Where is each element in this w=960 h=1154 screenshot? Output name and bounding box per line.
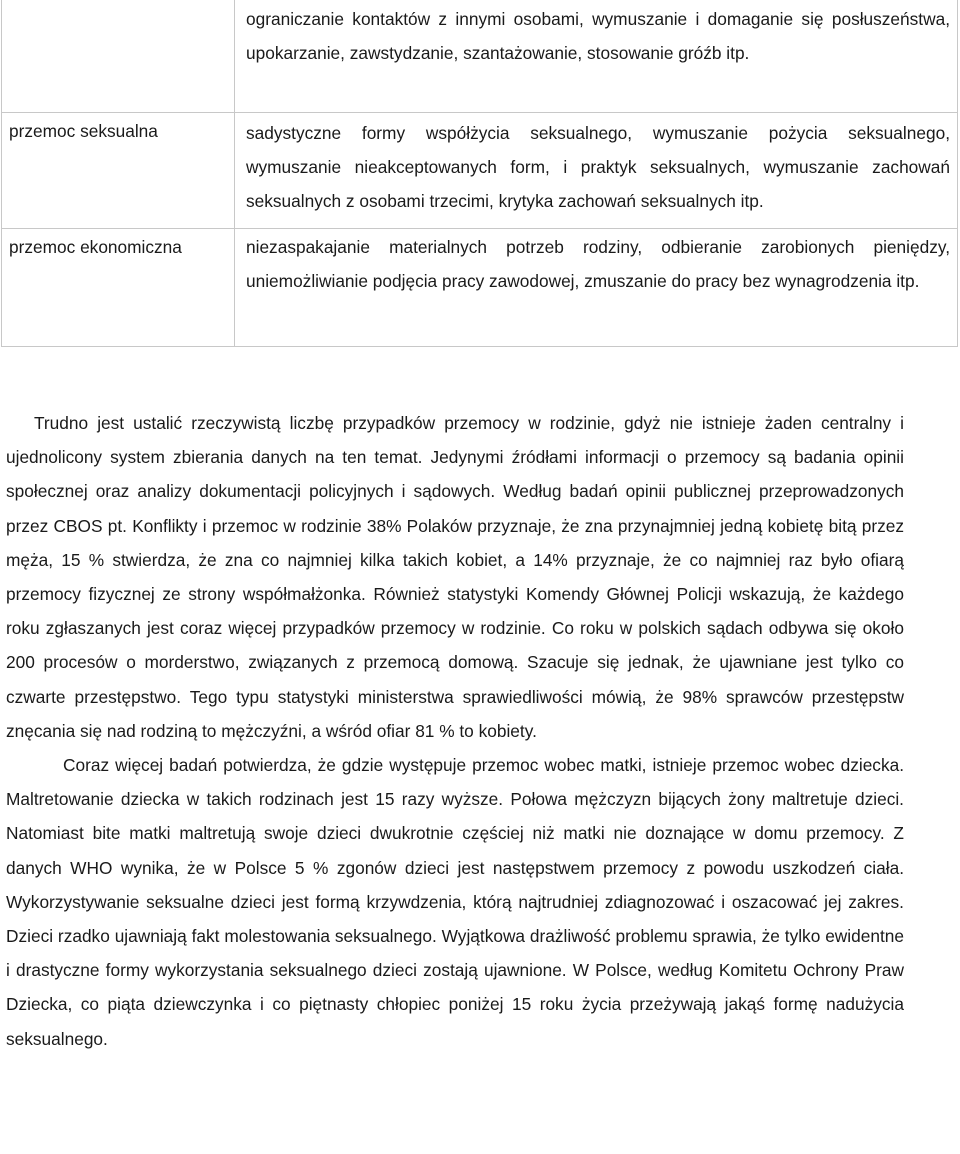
paragraph-statistics: Trudno jest ustalić rzeczywistą liczbę przypadków przemocy w rodzinie, gdyż nie istnieje żaden centralny i ujednolicony system zbierania danych na ten temat. Jedynymi źródłami informacji o przemocy są badania opinii społecznej oraz analizy dokumentacji policyjnych i sądowych. Według badań opinii publicznej przeprowadzonych przez CBOS pt. Konflikty i przemoc w rodzinie 38% Polaków przyznaje, że zna przynajmniej jedną kobietę bitą przez męża, 15 % stwierdza, że zna co najmniej kilka takich kobiet, a 14% przyznaje, że co najmniej raz było ofiarą przemocy fizycznej ze strony współmałżonka. Również statystyki Komendy Głównej Policji wskazują, że każdego roku zgłaszanych jest coraz więcej przypadków przemocy w rodzinie. Co roku w polskich sądach odbywa się około 200 procesów o morderstwo, związanych z przemocą domową. Szacuje się jednak, że ujawniane jest tylko co czwarte przestępstwo. Tego typu statystyki ministerstwa sprawiedliwości mówią, że 98% sprawców przestępstw znęcania się nad rodziną to mężczyźni, a wśród ofiar 81 % to kobiety. <box>6 413 904 741</box>
table-row-label: przemoc seksualna <box>2 113 235 229</box>
table-row <box>2 229 958 347</box>
table-row <box>2 0 958 113</box>
table-row-description: ograniczanie kontaktów z innymi osobami, wymuszanie i domaganie się posłuszeństwa, upokarzanie, zawstydzanie, szantażowanie, stosowanie gróźb itp. <box>235 0 958 113</box>
table-row-label <box>2 0 235 113</box>
table-row-description: niezaspakajanie materialnych potrzeb rodziny, odbieranie zarobionych pieniędzy, uniemożliwianie podjęcia pracy zawodowej, zmuszanie do pracy bez wynagrodzenia itp. <box>235 229 958 347</box>
table-row-label: przemoc ekonomiczna <box>2 229 235 347</box>
body-text <box>6 406 904 1056</box>
violence-forms-table <box>1 0 958 347</box>
table-row-description: sadystyczne formy współżycia seksualnego, wymuszanie pożycia seksualnego, wymuszanie nieakceptowanych form, i praktyk seksualnych, wymuszanie zachowań seksualnych z osobami trzecimi, krytyka zachowań seksualnych itp. <box>235 113 958 229</box>
table-row <box>2 113 958 229</box>
paragraph-child-abuse: Coraz więcej badań potwierdza, że gdzie występuje przemoc wobec matki, istnieje przemoc wobec dziecka. Maltretowanie dziecka w takich rodzinach jest 15 razy wyższe. Połowa mężczyzn bijących żony maltretuje dzieci. Natomiast bite matki maltretują swoje dzieci dwukrotnie częściej niż matki nie doznające w domu przemocy. Z danych WHO wynika, że w Polsce 5 % zgonów dzieci jest następstwem przemocy z powodu uszkodzeń ciała. Wykorzystywanie seksualne dzieci jest formą krzywdzenia, którą najtrudniej zdiagnozować i oszacować jej zakres. Dzieci rzadko ujawniają fakt molestowania seksualnego. Wyjątkowa drażliwość problemu sprawia, że tylko ewidentne i drastyczne formy wykorzystania seksualnego dzieci zostają ujawnione. W Polsce, według Komitetu Ochrony Praw Dziecka, co piąta dziewczynka i co piętnasty chłopiec poniżej 15 roku życia przeżywają jakąś formę nadużycia seksualnego. <box>6 755 904 1049</box>
